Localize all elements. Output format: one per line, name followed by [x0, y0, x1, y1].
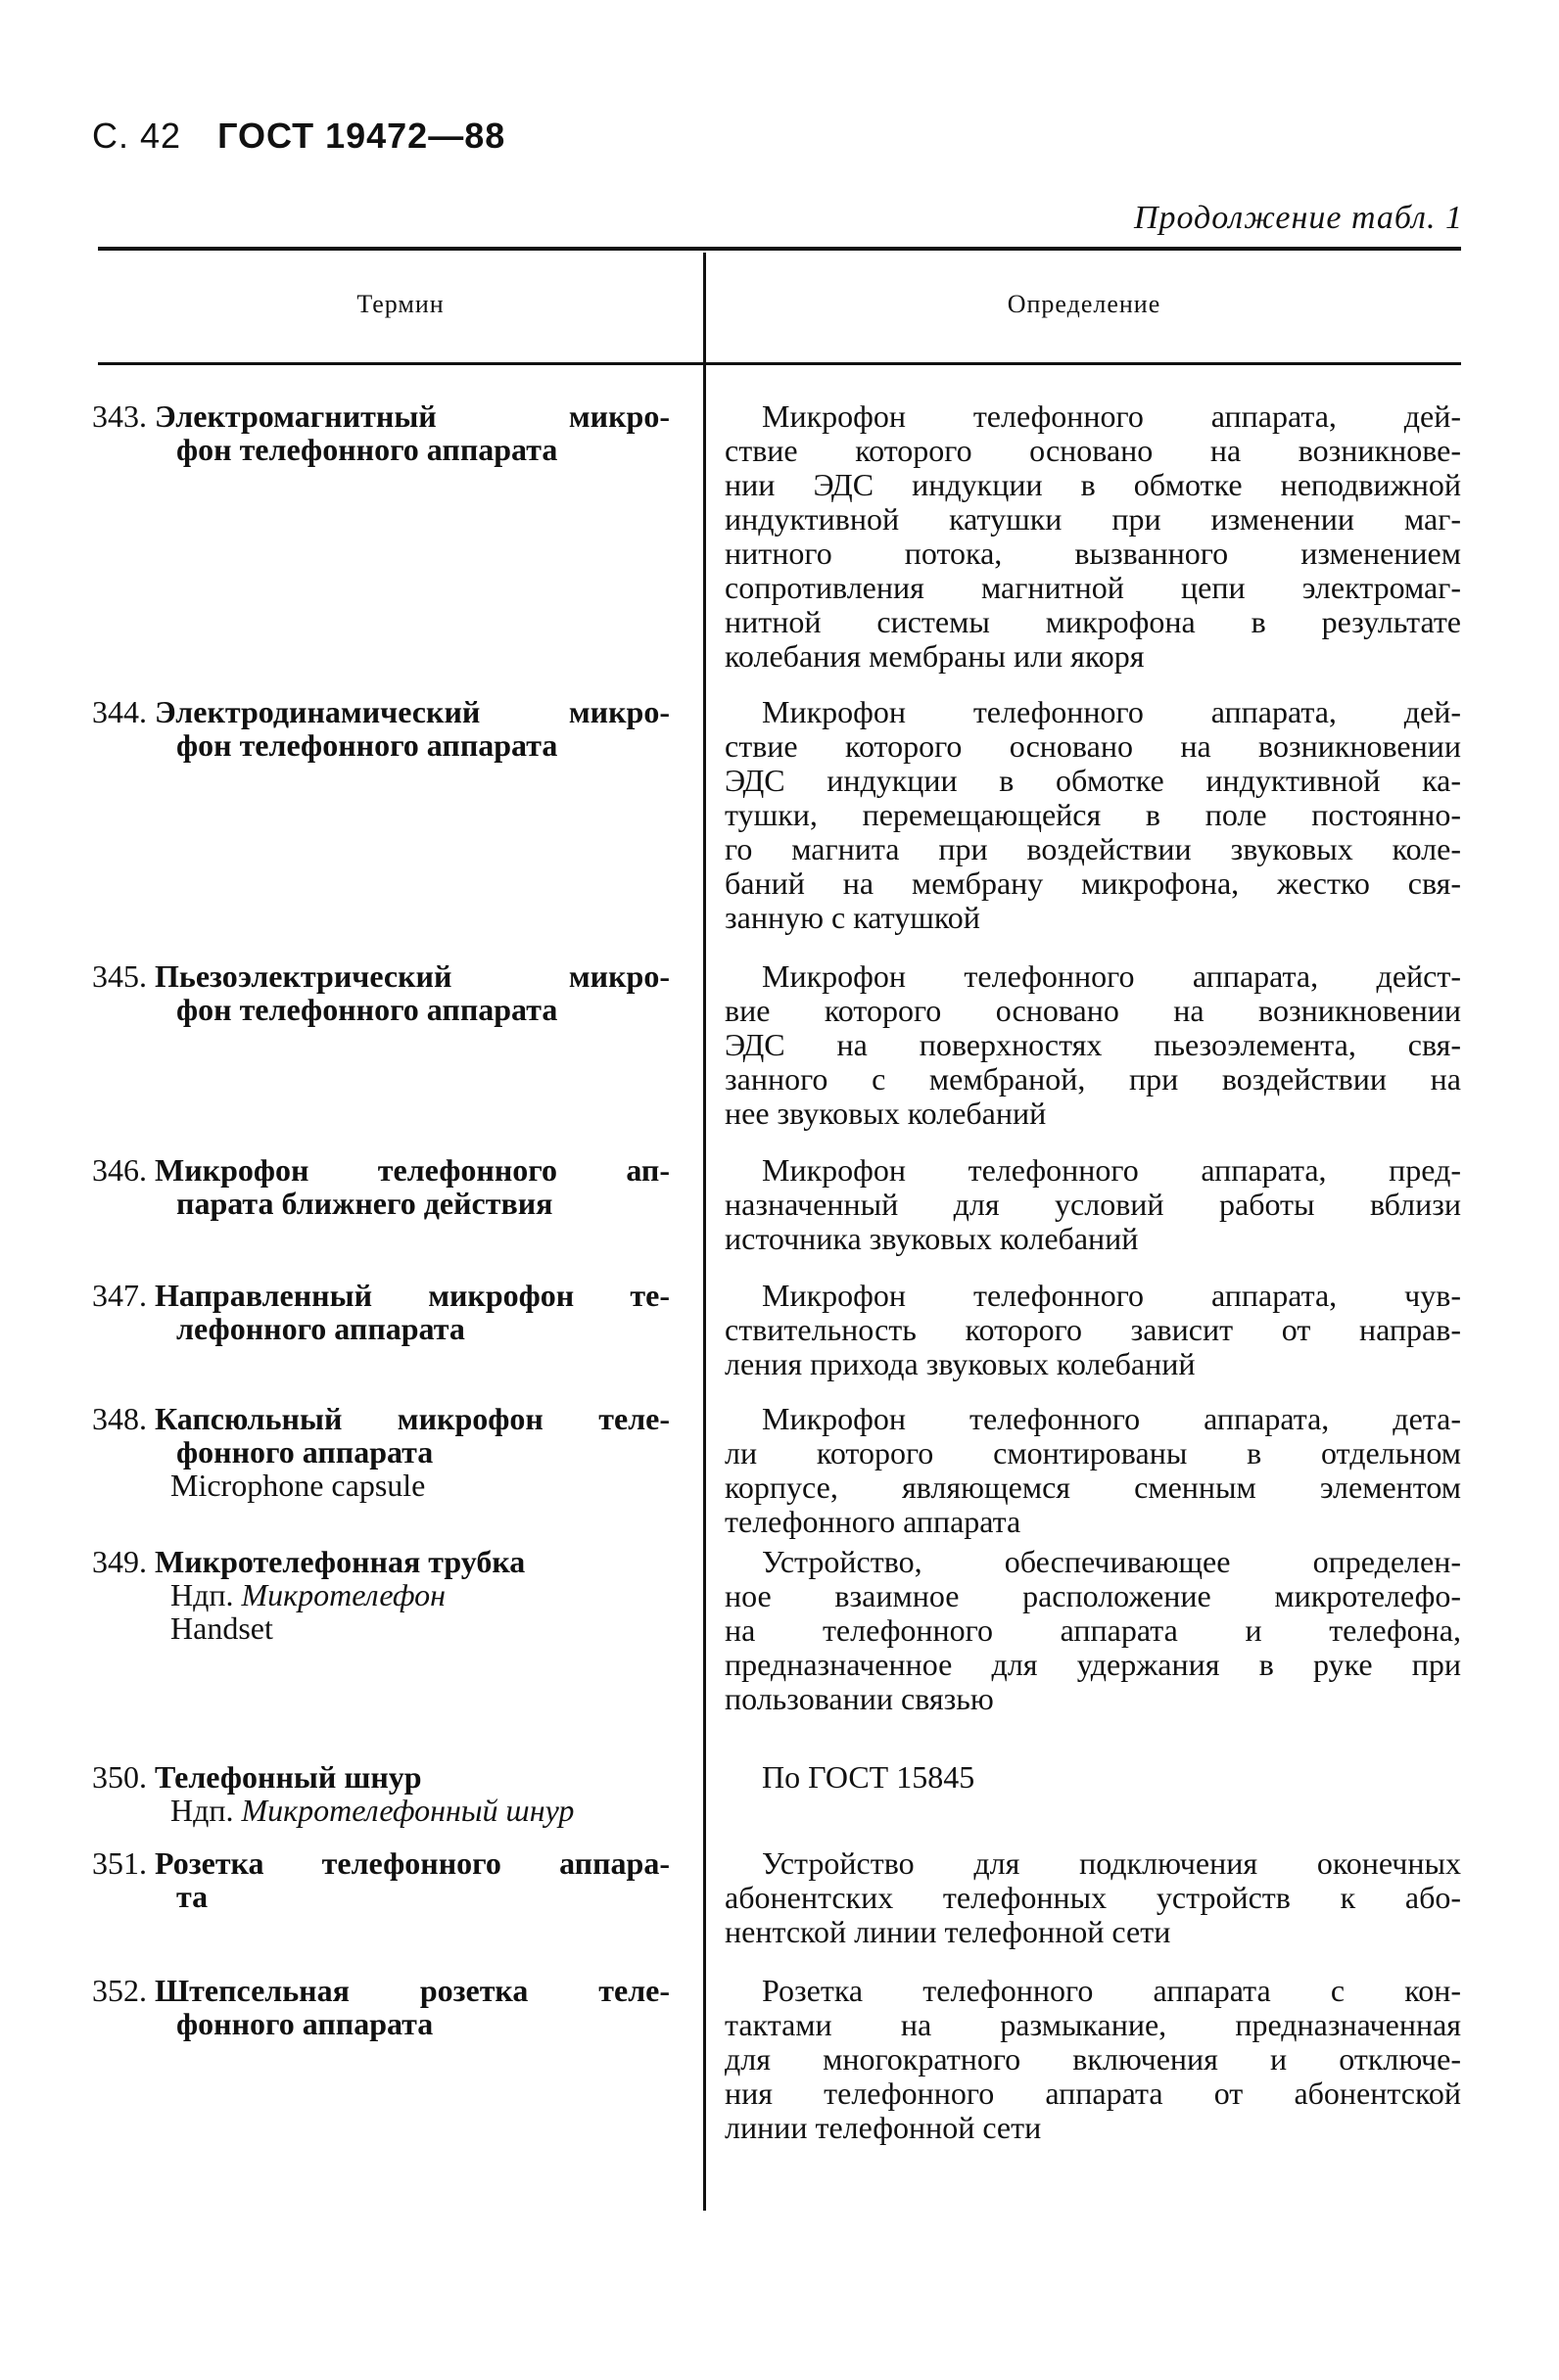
table-top-rule: [98, 247, 1461, 251]
definition-line: линии телефонной сети: [725, 2110, 1042, 2145]
definition-cell: [725, 1974, 1461, 2145]
deprecated-term: [92, 1794, 670, 1827]
definition-cell: [725, 1846, 1461, 1949]
definition-cell: [725, 695, 1461, 935]
definition-line: ления прихода звуковых колебаний: [725, 1346, 1196, 1381]
term-line: [92, 1402, 670, 1435]
term-line: [92, 1153, 670, 1187]
definition-line: По ГОСТ 15845: [762, 1759, 975, 1795]
definition-line: ЭДС индукции в обмотке индуктивной ка-: [725, 763, 1461, 798]
term-cell: [92, 1846, 670, 1913]
definition-line: ствие которого основано на возникнове-: [725, 433, 1461, 468]
definition-line: абонентских телефонных устройств к або-: [725, 1880, 1461, 1915]
column-header-term: Термин: [356, 290, 445, 318]
definition-line: колебания мембраны или якоря: [725, 638, 1145, 674]
term-number: 348.: [92, 1401, 147, 1436]
term-number: 346.: [92, 1152, 147, 1188]
definition-line: предназначенное для удержания в руке при: [725, 1647, 1461, 1682]
definition-line: сопротивления магнитной цепи электромаг-: [725, 570, 1461, 605]
column-header-definition: Определение: [1007, 290, 1161, 318]
term-number: 345.: [92, 958, 147, 994]
term-text: Микротелефонная трубка: [155, 1544, 526, 1579]
definition-line: пользовании связью: [725, 1681, 994, 1716]
definition-cell: [725, 1545, 1461, 1716]
definition-line: источника звуковых колебаний: [725, 1221, 1139, 1256]
term-cell: [92, 1545, 670, 1645]
term-line: [92, 1880, 670, 1913]
term-cell: [92, 1279, 670, 1345]
definition-line: нитной системы микрофона в результате: [725, 604, 1461, 639]
term-line: [92, 399, 670, 433]
definition-line: тушки, перемещающейся в поле постоянно-: [725, 797, 1461, 832]
definition-cell: [725, 1279, 1461, 1381]
term-cell: [92, 1974, 670, 2040]
term-text: та: [176, 1879, 209, 1914]
deprecated-term: [92, 1578, 670, 1611]
term-cell: [92, 959, 670, 1026]
term-number: 344.: [92, 694, 147, 729]
definition-line: ли которого смонтированы в отдельном: [725, 1435, 1461, 1470]
term-number: 349.: [92, 1544, 147, 1579]
term-line: [92, 1187, 670, 1220]
definition-line: корпусе, являющемся сменным элементом: [725, 1470, 1461, 1505]
definition-line: назначенный для условий работы вблизи: [725, 1187, 1461, 1222]
definition-line: вие которого основано на возникновении: [725, 993, 1461, 1028]
term-text: Штепсельная розетка теле-: [155, 1973, 670, 2008]
term-text: фон телефонного аппарата: [176, 727, 558, 763]
definition-cell: [725, 1402, 1461, 1539]
term-line: [92, 1760, 670, 1794]
term-number: 352.: [92, 1973, 147, 2008]
term-cell: [92, 1760, 670, 1827]
term-number: 350.: [92, 1759, 147, 1795]
term-text: фон телефонного аппарата: [176, 432, 558, 467]
definition-line: ное взаимное расположение микротелефо-: [725, 1578, 1461, 1613]
definition-line: Устройство для подключения оконечных: [762, 1845, 1461, 1881]
term-line: [92, 433, 670, 466]
term-line: [92, 2007, 670, 2040]
definition-cell: [725, 399, 1461, 674]
definition-line: телефонного аппарата: [725, 1504, 1021, 1539]
definition-line: ЭДС на поверхностях пьезоэлемента, свя-: [725, 1027, 1461, 1062]
term-number: 347.: [92, 1278, 147, 1313]
definition-line: нее звуковых колебаний: [725, 1096, 1047, 1131]
term-line: [92, 1545, 670, 1578]
term-line: [92, 1279, 670, 1312]
definition-line: индуктивной катушки при изменении маг-: [725, 501, 1461, 537]
page-number: С. 42: [92, 116, 182, 156]
definition-line: Микрофон телефонного аппарата, дета-: [762, 1401, 1461, 1436]
deprecated-prefix: Ндп.: [170, 1577, 234, 1612]
definition-line: Устройство, обеспечивающее определен-: [762, 1544, 1461, 1579]
definition-line: для многократного включения и отключе-: [725, 2041, 1461, 2077]
definition-line: Микрофон телефонного аппарата, дей-: [762, 694, 1461, 729]
table-continuation-label: Продолжение табл. 1: [1133, 200, 1463, 236]
definition-line: Микрофон телефонного аппарата, дейст-: [762, 958, 1461, 994]
definition-line: на телефонного аппарата и телефона,: [725, 1612, 1461, 1648]
term-text: Электромагнитный микро-: [155, 398, 670, 434]
term-line: [92, 1974, 670, 2007]
deprecated-term-text: Микротелефонный шнур: [241, 1793, 575, 1828]
term-text: фонного аппарата: [176, 1434, 434, 1470]
definition-line: го магнита при воздействии звуковых коле-: [725, 831, 1461, 866]
term-line: [92, 1312, 670, 1345]
deprecated-prefix: Ндп.: [170, 1793, 234, 1828]
definition-cell: [725, 1153, 1461, 1256]
definition-cell: [725, 959, 1461, 1131]
deprecated-term-text: Микротелефон: [241, 1577, 446, 1612]
definition-line: Розетка телефонного аппарата с кон-: [762, 1973, 1461, 2008]
term-text: фон телефонного аппарата: [176, 992, 558, 1027]
term-number: 343.: [92, 398, 147, 434]
term-text: Пьезоэлектрический микро-: [155, 958, 670, 994]
term-text: парата ближнего действия: [176, 1186, 553, 1221]
english-equivalent: Handset: [170, 1610, 273, 1646]
page-header: [92, 116, 505, 157]
definition-line: Микрофон телефонного аппарата, пред-: [762, 1152, 1461, 1188]
definition-line: занного с мембраной, при воздействии на: [725, 1061, 1461, 1097]
term-text: Розетка телефонного аппара-: [155, 1845, 670, 1881]
term-cell: [92, 695, 670, 762]
term-line: [92, 695, 670, 728]
term-line: [92, 1846, 670, 1880]
definition-line: нентской линии телефонной сети: [725, 1914, 1171, 1949]
term-number: 351.: [92, 1845, 147, 1881]
term-text: Электродинамический микро-: [155, 694, 670, 729]
standard-id: ГОСТ 19472—88: [217, 116, 506, 156]
term-text: Микрофон телефонного ап-: [155, 1152, 670, 1188]
definition-line: Микрофон телефонного аппарата, дей-: [762, 398, 1461, 434]
definition-line: ния телефонного аппарата от абонентской: [725, 2076, 1461, 2111]
definition-line: Микрофон телефонного аппарата, чув-: [762, 1278, 1461, 1313]
term-text: Направленный микрофон те-: [155, 1278, 670, 1313]
definition-line: нии ЭДС индукции в обмотке неподвижной: [725, 467, 1461, 502]
definition-line: тактами на размыкание, предназначенная: [725, 2007, 1461, 2042]
column-divider: [703, 253, 706, 2211]
term-text: лефонного аппарата: [176, 1311, 465, 1346]
definition-line: нитного потока, вызванного изменением: [725, 536, 1461, 571]
definition-line: ствие которого основано на возникновении: [725, 728, 1461, 764]
definition-line: ствительность которого зависит от направ-: [725, 1312, 1461, 1347]
term-line: [92, 1435, 670, 1469]
definition-cell: [725, 1760, 1461, 1795]
term-line: [92, 993, 670, 1026]
term-text: фонного аппарата: [176, 2006, 434, 2041]
english-equivalent: Microphone capsule: [170, 1468, 426, 1503]
term-text: Телефонный шнур: [155, 1759, 422, 1795]
term-text: Капсюльный микрофон теле-: [155, 1401, 670, 1436]
term-cell: [92, 1402, 670, 1502]
term-cell: [92, 399, 670, 466]
definition-line: баний на мембрану микрофона, жестко свя-: [725, 865, 1461, 901]
term-line: [92, 959, 670, 993]
definition-line: занную с катушкой: [725, 900, 980, 935]
term-line: [92, 728, 670, 762]
term-cell: [92, 1153, 670, 1220]
table-header-rule: [98, 362, 1461, 365]
